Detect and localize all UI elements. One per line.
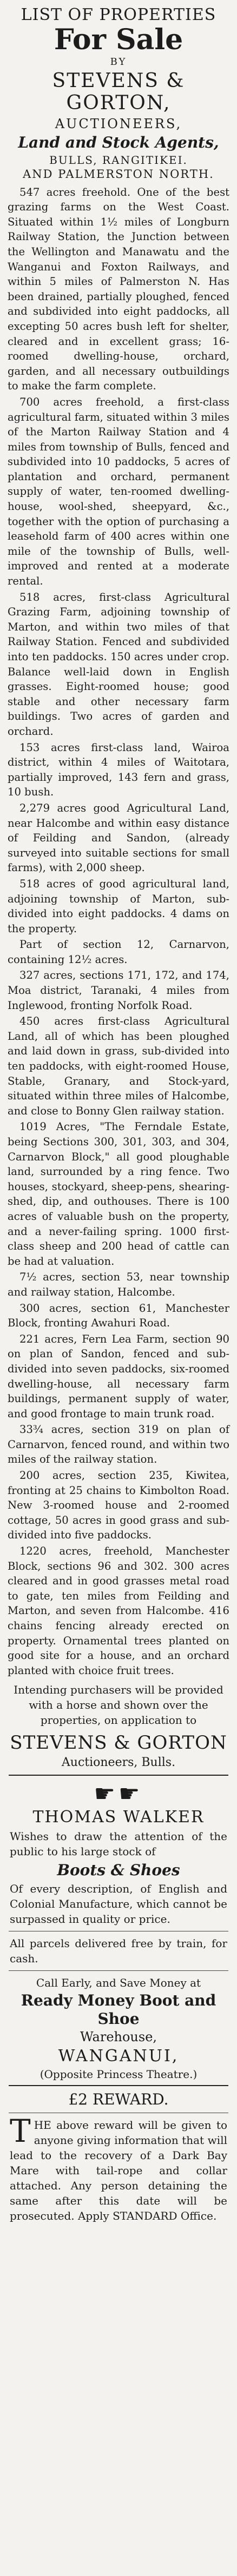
ad-heading: LIST OF PROPERTIES [21,5,216,24]
property-listing: 300 acres, section 61, Manchester Block, fronting Awahuri Road. [8,1302,229,1330]
walker-advertisement [5,1780,232,2081]
property-listing: 2,279 acres good Agricultural Land, near Halcombe and within easy distance of Feilding and Sandon, (already surveyed into suitable sections for small farms), with 2,000 sheep. [8,801,229,874]
property-listing: 450 acres first-class Agricultural Land, all of which has been ploughed and laid down in grass, sub-divided into ten paddocks, with eight-roomed House, Stable, Granary, and Stock-yard, situated within three miles of Halcombe, and close to Bonny Glen railway station. [8,1015,229,1117]
firm-name: STEVENS & GORTON, [52,69,185,114]
merchant-name: THOMAS WALKER [32,1808,205,1827]
property-listing: 518 acres of good agricultural land, adjoining township of Marton, sub-divided into eight paddocks. 4 dams on the property. [8,877,229,935]
divider [9,2085,228,2086]
location-line-2: AND PALMERSTON NORTH. [23,167,214,181]
by-label: BY [110,56,127,68]
property-listing: 7½ acres, section 53, near township and railway station, Halcombe. [8,1271,229,1298]
property-listing: 547 acres freehold. One of the best grazing farms on the West Coast. Situated within 1½ miles of Longburn Railway Station, the Junction between the Wellington and Manawatu and the Wanganui and Foxton Railways, and within 5 miles of Palmerston N. Has been drained, partially ploughed, fenced and subdivided into eight paddocks, all excepting 50 acres bush left for shelter, cleared and in excellent grass; 16-roomed dwelling-house, orchard, garden, and all necessary outbuildings to make the farm complete. [8,185,229,393]
property-listing: 700 acres freehold, a first-class agricultural farm, situated within 3 miles of the Marton Railway Station and 4 miles from township of Bulls, fenced and subdivided into 10 paddocks, 5 acres of plantation and orchard, permanent supply of water, ten-roomed dwelling-house, wool-shed, sheepyard, &c., together with the option of purchasing a leasehold farm of 400 acres within one mile of the township of Bulls, well-improved and rented at a moderate rental. [8,395,229,588]
shop-name-line-1: Ready Money Boot and Shoe [21,1991,216,2028]
shop-location: (Opposite Princess Theatre.) [40,2068,198,2081]
property-listing: 518 acres, first-class Agricultural Grazing Farm, adjoining township of Marton, and within two miles of that Railway Station. Fenced and subdivided into ten paddocks. 150 acres under crop. Balance well-laid down in English grasses. Eight-roomed house; good stable and other necessary farm buildings. Two acres of garden and orchard. [8,590,229,738]
merchant-intro: Wishes to draw the attention of the public to his large stock of [10,1830,227,1858]
reward-text [10,2113,227,2223]
firm-agents: Land and Stock Agents, [18,133,219,151]
property-listing: 153 acres first-class land, Wairoa district, within 4 miles of Waitotara, partially improved, 143 fern and grass, 10 bush. [8,741,229,799]
reward-body: HE above reward will be given to anyone giving information that will lead to the recovery of a Dark Bay Mare with tail-rope and collar attached. Any person detaining the same after this date will be prosecuted. Apply STANDARD Office. [10,2119,227,2223]
goods-description: Of every description, of English and Colonial Manufacture, which cannot be surpassed in quality or price. [10,1882,227,1926]
property-list [5,185,232,1678]
property-listing: 33¾ acres, section 319 on plan of Carnarvon, fenced round, and within two miles of the railway station. [8,1423,230,1466]
shop-name-line-2: Warehouse, [80,2029,157,2045]
property-listing: 327 acres, sections 171, 172, and 174, Moa district, Taranaki, 4 miles from Inglewood, fronting Norfolk Road. [8,969,229,1012]
property-listing: 221 acres, Fern Lea Farm, section 90 on plan of Sandon, fenced and sub-divided into seven paddocks, six-roomed dwelling-house, all necessary farm buildings, permanent supply of water, and good frontage to main trunk road. [8,1332,229,1420]
pointing-hands-icon: ☛☛ [94,1780,143,1808]
firm-role: AUCTIONEERS, [55,116,182,131]
property-listing: Part of section 12, Carnarvon, containing 12½ acres. [8,938,229,966]
footer-firm-name: STEVENS & GORTON [10,1732,227,1754]
call-note: Call Early, and Save Money at [36,1976,201,1990]
reward-dropcap: T [10,2113,31,2150]
property-listing: 1019 Acres, "The Ferndale Estate, being Sections 300, 301, 303, and 304, Carnarvon Block," all good ploughable land, surrounded by a ring fence. Two houses, stockyard, sheep-pens, shearing-shed, dip, and outhouses. There is 100 acres of valuable bush on the property, and a never-failing spring. 1000 first-class sheep and 200 head of cattle can be had at valuation. [8,1120,229,1267]
ad-title: For Sale [54,23,183,56]
property-listing: 1220 acres, freehold, Manchester Block, sections 96 and 302. 300 acres cleared and in good grasses metal road to gate, ten miles from Feilding and Marton, and seven from Halcombe. 416 chains fencing already erected on property. Ornamental trees planted on good site for a house, and an orchard planted with choice fruit trees. [8,1545,229,1677]
delivery-note: All parcels delivered free by train, for cash. [10,1937,227,1966]
goods-heading: Boots & Shoes [57,1861,180,1880]
town-name: WANGANUI, [58,2047,179,2066]
divider [9,1970,228,1971]
footer-firm-role: Auctioneers, Bulls. [61,1756,176,1770]
properties-advertisement [5,5,232,1769]
newspaper-column [5,0,232,2223]
purchasers-note: Intending purchasers will be provided with a horse and shown over the properties, on application to [14,1683,223,1727]
reward-title: £2 REWARD. [68,2090,169,2109]
location-line-1: BULLS, RANGITIKEI. [49,153,188,167]
reward-advertisement [5,2090,232,2223]
divider [9,1775,228,1776]
property-listing: 200 acres, section 235, Kiwitea, fronting at 25 chains to Kimbolton Road. New 3-roomed house and 2-roomed cottage, 50 acres in good grass and sub-divided into five paddocks. [8,1469,229,1542]
